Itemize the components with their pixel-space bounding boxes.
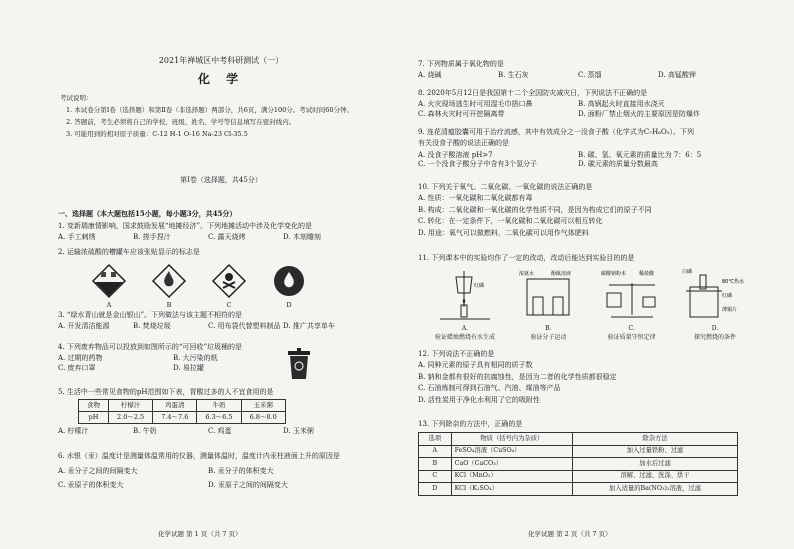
q13-row-b-substance: CaO（CaCO₃） <box>451 458 572 471</box>
q8-stem: 8. 2020年5月12日是我国第十二个全国防灾减灾日，下列说法不正确的是 <box>418 89 648 97</box>
corrosive-sign-icon <box>91 263 127 299</box>
q9-options-row2 <box>418 160 738 169</box>
q6-option-c[interactable]: C. 汞原子的体积变大 <box>58 480 124 489</box>
question-2 <box>58 248 384 312</box>
right-page <box>418 0 748 549</box>
q11-option-a[interactable] <box>432 267 498 341</box>
q8-option-a[interactable]: A. 火灾现场逃生时可用湿毛巾捂口鼻 <box>418 100 533 109</box>
subject-title: 化 学 <box>197 72 245 86</box>
q13-header-substance: 物质（括号内为杂质） <box>451 433 572 446</box>
question-10 <box>418 183 744 240</box>
left-page <box>58 0 384 549</box>
exam-title: 2021年禅城区中考科研测试（一） <box>158 56 284 65</box>
hazard-option-a[interactable] <box>88 263 130 310</box>
q6-option-b[interactable]: B. 汞分子的体积变大 <box>208 467 274 476</box>
question-8 <box>418 89 744 119</box>
q11-tag-8: 红磷 <box>721 293 732 300</box>
ph-header-lemon: 柠檬汁 <box>109 400 153 412</box>
q13-row-b-method: 加水后过滤 <box>573 458 738 471</box>
q1-option-d[interactable]: D. 木刻雕刻 <box>283 233 321 242</box>
ph-value-corn: 6.8～8.0 <box>241 412 285 424</box>
part-title: 第Ⅰ卷（选择题，共45分） <box>180 176 262 184</box>
q3-options <box>58 322 358 331</box>
flammable-sign-icon <box>151 263 187 299</box>
q4-option-d[interactable]: D. 易拉罐 <box>173 363 204 372</box>
q13-stem: 13. 下列除杂的方法中，正确的是 <box>418 420 523 428</box>
ph-row-label: pH <box>79 412 109 424</box>
question-7 <box>418 60 744 81</box>
question-11 <box>418 254 744 342</box>
q12-option-a[interactable]: A. 同种元素的原子具有相同的质子数 <box>418 361 533 370</box>
q7-option-a[interactable]: A. 烧碱 <box>418 71 442 80</box>
q11-option-c[interactable] <box>599 267 665 341</box>
q1-option-c[interactable]: C. 露天烧烤 <box>208 233 246 242</box>
q13-row-a-option: A <box>419 445 452 458</box>
q6-option-a[interactable]: A. 汞分子之间的间隔变大 <box>58 467 138 476</box>
q1-stem: 1. 变新瑞康情影响，国求鼓励发展“地摊经济”。下列地摊活动中涉及化学变化的是 <box>58 222 313 230</box>
q11-caption-a: 验证蜡烛燃烧有水生成 <box>434 333 495 341</box>
q1-options <box>58 233 358 242</box>
hazard-option-b[interactable] <box>148 263 190 310</box>
q4-options-row2 <box>58 364 288 373</box>
hazard-label-d: D <box>286 301 292 310</box>
q9-option-c[interactable]: C. 一个没食子酸分子中含有3个氢分子 <box>418 160 538 169</box>
q3-stem: 3. “绿水青山就是金山银山”。下列做法与该主题不相符的是 <box>58 311 243 319</box>
notes-heading: 考试说明： <box>60 94 93 102</box>
q8-options-row1 <box>418 100 738 109</box>
hazard-option-d[interactable] <box>268 263 310 310</box>
hazard-label-c: C <box>226 301 232 310</box>
section-heading: 一、选择题（本大题包括15小题，每小题3分，共45分） <box>58 209 237 218</box>
q3-option-a[interactable]: A. 开发清洁能源 <box>58 322 110 331</box>
q8-option-b[interactable]: B. 高锅起火时直接用水浇灭 <box>578 100 665 109</box>
water-saving-sign-icon <box>271 263 307 299</box>
question-5 <box>58 388 384 436</box>
q8-option-c[interactable]: C. 森林火灾时可开挖隔离带 <box>418 109 505 118</box>
q4-stem: 4. 下列废弃物品可以投放到如图所示的“可回收”垃圾桶的是 <box>58 343 243 351</box>
q6-stem: 6. 水银（汞）温度计是测量体温常用的仪器，测量体温时，温度计内汞柱液面上升的原因是 <box>58 452 340 460</box>
q6-options-row2 <box>58 481 358 490</box>
q11-label-c: C. <box>628 325 635 333</box>
q13-row-a-substance: FeSO₄溶液（CuSO₄） <box>451 445 572 458</box>
q4-option-c[interactable]: C. 废弃口罩 <box>58 363 96 372</box>
q12-option-d[interactable]: D. 活性炭用于净化水利用了它的吸附性 <box>418 395 540 404</box>
q7-option-c[interactable]: C. 蒸馏 <box>578 71 602 80</box>
q10-stem: 10. 下列关于氧气、二氧化碳、一氧化碳的说法正确的是 <box>418 183 593 191</box>
q11-apparatus-row <box>432 267 748 341</box>
q7-options <box>418 71 738 80</box>
left-page-footer: 化学试题 第 1 页（共 7 页） <box>158 530 242 539</box>
q9-options-row1 <box>418 151 738 160</box>
q11-caption-c: 验证质量守恒定律 <box>607 333 656 341</box>
q11-tag-5: 稀盐酸 <box>638 271 654 278</box>
q10-option-b[interactable]: B. 构成：二氧化碳和一氧化碳的化学性质不同，是因为构成它们的原子不同 <box>418 205 652 214</box>
recycle-bin-icon <box>286 348 312 380</box>
note-2: 2. 答题前，考生必须将自己的学校、班级、姓名、学号等信息填写在密封线内。 <box>66 117 296 126</box>
q11-tag-3: 酚酞溶液 <box>551 271 572 278</box>
q13-row-c-option: C <box>419 470 452 483</box>
q13-table-header <box>419 433 738 446</box>
q5-options <box>58 427 358 436</box>
q9-option-d[interactable]: D. 碳元素的质量分数最高 <box>578 160 658 169</box>
q8-option-d[interactable]: D. 面粉厂禁止烟火的主要原因是防爆炸 <box>578 109 700 118</box>
ph-value-lemon: 2.0～2.5 <box>109 412 153 424</box>
q11-tag-6: 白磷 <box>681 269 692 276</box>
q5-option-b[interactable]: B. 牛奶 <box>133 426 157 435</box>
q11-label-a: A. <box>461 325 469 333</box>
note-1: 1. 本试卷分第Ⅰ卷（选择题）和第Ⅱ卷（非选择题）两部分，共6页，满分100分。考试时间60分钟。 <box>66 106 354 114</box>
q11-tag-7: 80℃热水 <box>721 279 744 286</box>
ph-value-egg: 7.4～7.6 <box>153 412 197 424</box>
q4-option-b[interactable]: B. 大污染的纸 <box>173 354 218 363</box>
q5-option-c[interactable]: C. 鸡蛋 <box>208 426 232 435</box>
note-3: 3. 可能用到的相对原子质量：C-12 H-1 O-16 Na-23 Cl-35.5 <box>66 129 248 138</box>
combustion-experiment-icon <box>680 267 750 325</box>
q10-option-d[interactable]: D. 用途：氧气可以做燃料，二氧化碳可以用作气体肥料 <box>418 228 589 237</box>
q13-table <box>418 432 738 496</box>
question-13 <box>418 420 744 496</box>
ph-header-corn: 玉米粥 <box>241 400 285 412</box>
q5-option-d[interactable]: D. 玉米粥 <box>283 426 314 435</box>
q12-stem: 12. 下列说法不正确的是 <box>418 350 495 358</box>
ph-header-egg: 鸡蛋清 <box>153 400 197 412</box>
q11-caption-d: 探究燃烧的条件 <box>693 333 736 341</box>
q13-header-method: 除杂方法 <box>573 433 738 446</box>
q13-header-option: 选项 <box>419 433 452 446</box>
q13-row-c-substance: KCl（MnO₂） <box>451 470 572 483</box>
ph-header-food: 食物 <box>79 400 109 412</box>
hazard-option-c[interactable] <box>208 263 250 310</box>
q8-options-row2 <box>418 110 738 119</box>
q9-stem-line2: 有关没食子酸的说法正确的是 <box>418 139 509 148</box>
molecule-motion-icon <box>517 267 579 325</box>
q4-option-a[interactable]: A. 过期的药物 <box>58 354 103 363</box>
question-3 <box>58 311 384 332</box>
q10-option-a[interactable]: A. 性质：一氧化碳和二氧化碳都有毒 <box>418 194 533 203</box>
q11-label-b: B. <box>545 325 552 333</box>
q11-stem: 11. 下列课本中的实验均作了一定的改动，改动后能达到实验目的的是 <box>418 254 635 262</box>
hazard-label-b: B <box>166 301 172 310</box>
ph-table <box>78 399 286 424</box>
q11-tag-9: 薄铜片 <box>721 307 737 314</box>
q13-row-b-option: B <box>419 458 452 471</box>
q7-stem: 7. 下列物质属于氧化物的是 <box>418 60 504 68</box>
q5-stem: 5. 生活中一些常见食物的pH范围如下表，胃酸过多的人不宜食用的是 <box>58 388 274 396</box>
ph-table-header <box>79 400 286 412</box>
q7-option-d[interactable]: D. 高锰酸钾 <box>658 71 696 80</box>
q12-option-b[interactable]: B. 钠和金都有很好的抗腐蚀性，是因为二者的化学性质都很稳定 <box>418 372 617 381</box>
q13-row-c[interactable] <box>419 470 738 483</box>
q6-options-row1 <box>58 467 358 476</box>
q13-row-d[interactable] <box>419 483 738 496</box>
q13-row-c-method: 溶解、过滤、洗涤、烘干 <box>573 470 738 483</box>
q12-option-c[interactable]: C. 石油炼制可得到石油气、汽油、煤油等产品 <box>418 384 561 393</box>
q13-row-a[interactable] <box>419 445 738 458</box>
ph-header-milk: 牛奶 <box>197 400 241 412</box>
q11-option-d[interactable] <box>682 267 748 341</box>
q13-row-b[interactable] <box>419 458 738 471</box>
question-9 <box>418 128 744 170</box>
q11-tag-2: 浓氨水 <box>519 271 535 278</box>
q5-option-a[interactable]: A. 柠檬汁 <box>58 426 89 435</box>
q11-label-d: D. <box>711 325 719 333</box>
ph-value-milk: 6.3～6.5 <box>197 412 241 424</box>
q3-option-b[interactable]: B. 焚烧垃圾 <box>133 322 171 331</box>
exam-notes <box>66 106 384 141</box>
q9-option-a[interactable]: A. 没食子酸溶液 pH>7 <box>418 150 493 159</box>
q9-stem: 9. 连花清瘟胶囊可用于治疗流感，其中有效成分之一没食子酸（化学式为C₇H₆O₅）。下列 <box>418 128 695 136</box>
q7-option-b[interactable]: B. 生石灰 <box>498 71 529 80</box>
question-4 <box>58 343 384 373</box>
toxic-sign-icon <box>211 263 247 299</box>
candle-experiment-icon <box>434 267 496 325</box>
q13-row-d-substance: KCl（K₂SO₄） <box>451 483 572 496</box>
hazard-signs <box>88 263 384 310</box>
question-6 <box>58 452 384 490</box>
q11-tag-4: 碳酸钠粉末 <box>600 271 626 278</box>
question-12 <box>418 350 744 407</box>
q3-option-c[interactable]: C. 用布袋代替塑料制品 <box>208 322 281 331</box>
q4-options-row1 <box>58 354 288 363</box>
balance-experiment-icon <box>601 267 663 325</box>
right-page-footer: 化学试题 第 2 页（共 7 页） <box>528 530 612 539</box>
q11-tag-1: 红磷 <box>474 283 485 290</box>
q10-option-c[interactable]: C. 转化：在一定条件下，一氧化碳和二氧化碳可以相互转化 <box>418 217 603 226</box>
q6-option-d[interactable]: D. 汞原子之间的间隔变大 <box>208 480 288 489</box>
q3-option-d[interactable]: D. 推广共享单车 <box>283 322 335 331</box>
q13-row-d-method: 加入适量的Ba(NO₃)₂溶液，过滤 <box>573 483 738 496</box>
q9-option-b[interactable]: B. 碳、氢、氧元素的质量比为 7：6：5 <box>578 150 702 159</box>
question-1 <box>58 222 384 243</box>
q2-stem: 2. 运输浓硫酸的槽罐车应该张贴显示的标志是 <box>58 248 200 256</box>
q11-caption-b: 验证分子运动 <box>530 333 567 341</box>
q13-row-d-option: D <box>419 483 452 496</box>
q1-option-b[interactable]: B. 搓手捏汁 <box>133 233 171 242</box>
q11-option-b[interactable] <box>515 267 581 341</box>
hazard-label-a: A <box>106 301 112 310</box>
ph-table-row <box>79 412 286 424</box>
q13-row-a-method: 加入过量铁粉、过滤 <box>573 445 738 458</box>
q1-option-a[interactable]: A. 手工刺绣 <box>58 233 96 242</box>
